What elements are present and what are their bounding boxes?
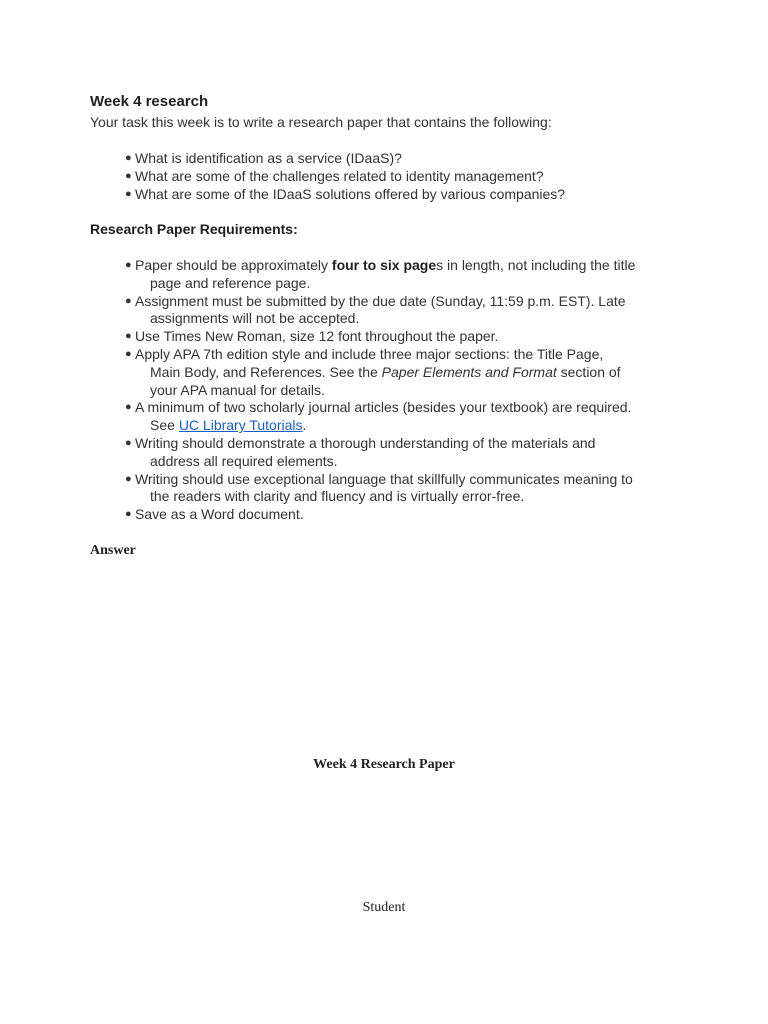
question-list [125,150,685,203]
question-text: What is identification as a service (IDaaS)? [135,150,402,166]
requirement-text [135,257,685,275]
requirement-continuation: the readers with clarity and fluency and is virtually error-free. [150,488,525,505]
list-item [125,293,685,329]
list-item [125,506,685,524]
list-item [125,346,685,399]
requirement-text: Use Times New Roman, size 12 font throughout the paper. [135,328,499,345]
bullet-icon: ● [125,472,132,485]
requirement-continuation: address all required elements. [150,452,338,469]
requirement-continuation: assignments will not be accepted. [150,310,360,327]
page-count-emphasis: four to six page [331,257,437,273]
list-item [125,328,685,346]
student-label: Student [362,900,406,915]
bullet-icon: ● [125,259,132,271]
question-text: What are some of the IDaaS solutions offered by various companies? [135,185,566,202]
requirement-text: Save as a Word document. [135,506,304,523]
requirement-text-part: section of [556,363,621,380]
requirement-continuation [135,364,685,382]
bullet-icon: ● [125,347,132,360]
requirement-text: Writing should demonstrate a thorough understanding of the materials and [135,434,596,451]
requirement-text: A minimum of two scholarly journal articles (besides your textbook) are required. [135,399,632,416]
requirement-text: Writing should use exceptional language that skillfully communicates meaning to [135,470,633,487]
bullet-icon: ● [125,401,132,414]
requirement-text-part: . [302,417,307,434]
requirement-text-part: s in length, not including the title [436,257,636,273]
bullet-icon: ● [125,294,132,307]
list-item [125,471,685,507]
bullet-icon: ● [125,169,132,182]
list-item [125,186,685,204]
requirement-text-part: See [150,417,179,434]
question-text: What are some of the challenges related to identity management? [135,167,544,184]
apa-section-reference: Paper Elements and Format [381,363,557,380]
bullet-icon: ● [125,187,132,200]
requirement-continuation: page and reference page. [150,274,311,291]
intro-text: Your task this week is to write a research paper that contains the following: [90,114,552,130]
list-item [125,435,685,471]
answer-label: Answer [90,543,136,558]
list-item [125,150,685,168]
requirement-text-part: Paper should be approximately [135,257,332,273]
list-item [125,168,685,186]
paper-title: Week 4 Research Paper [313,757,455,772]
uc-library-tutorials-link[interactable]: UC Library Tutorials [178,417,303,434]
list-item [125,399,685,435]
requirement-continuation [135,417,685,435]
bullet-icon: ● [125,152,132,164]
requirements-list [125,257,685,524]
requirement-text: Assignment must be submitted by the due date (Sunday, 11:59 p.m. EST). Late [135,292,626,309]
bullet-icon: ● [125,436,132,449]
requirements-heading: Research Paper Requirements: [90,221,298,237]
document-title: Week 4 research [90,93,209,110]
requirement-text: Apply APA 7th edition style and include three major sections: the Title Page, [135,345,604,362]
bullet-icon: ● [125,330,132,343]
bullet-icon: ● [125,508,132,521]
requirement-continuation: your APA manual for details. [150,381,325,398]
requirement-text-part: Main Body, and References. See the [150,363,382,380]
list-item [125,257,685,293]
